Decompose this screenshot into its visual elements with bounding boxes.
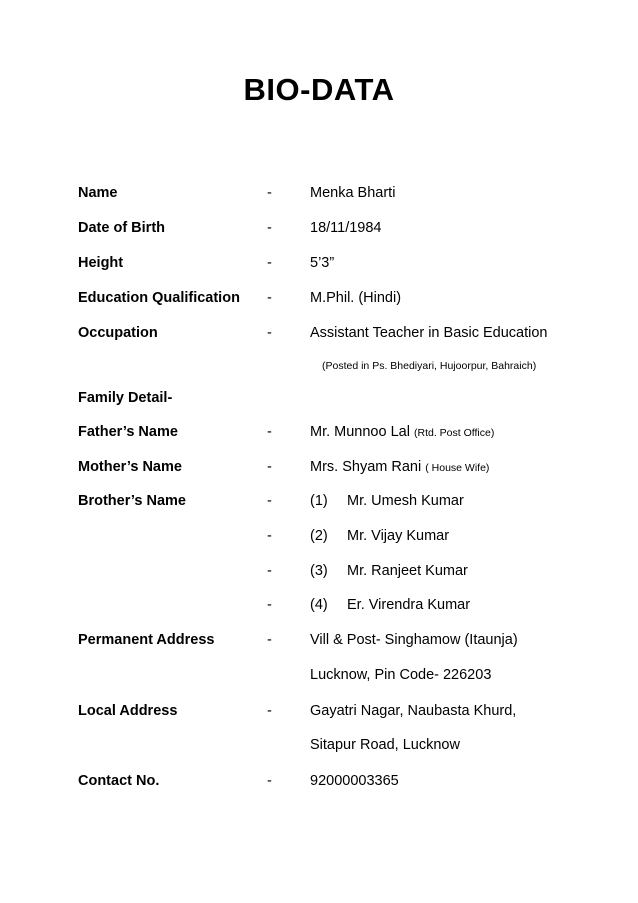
height-label: Height	[78, 255, 124, 271]
dob-value: 18/11/1984	[310, 220, 382, 236]
father-note: (Rtd. Post Office)	[413, 427, 495, 439]
dob-label: Date of Birth	[78, 220, 165, 236]
occupation-note-row	[0, 355, 638, 377]
occupation-row	[0, 322, 638, 344]
mother-note: ( House Wife)	[425, 462, 490, 474]
local-address-separator: -	[267, 703, 272, 719]
name-row	[0, 182, 638, 204]
occupation-note: (Posted in Ps. Bhediyari, Hujoorpur, Bahraich)	[322, 360, 537, 372]
occupation-value: Assistant Teacher in Basic Education	[310, 325, 548, 341]
family-heading: Family Detail-	[78, 390, 173, 406]
name-value: Menka Bharti	[310, 185, 396, 201]
mother-value: Mrs. Shyam Rani	[310, 459, 422, 475]
family-heading-row	[0, 387, 638, 409]
brother-3-group	[310, 560, 468, 582]
brothers-label: Brother’s Name	[78, 493, 186, 509]
name-label: Name	[78, 185, 118, 201]
education-row	[0, 287, 638, 309]
permanent-address-label: Permanent Address	[78, 632, 215, 648]
occupation-label: Occupation	[78, 325, 158, 341]
contact-label: Contact No.	[78, 773, 160, 789]
name-separator: -	[267, 185, 272, 201]
brother-3-separator: -	[267, 563, 272, 579]
brother-4-number: (4)	[310, 597, 328, 613]
contact-separator: -	[267, 773, 272, 789]
brother-3-name: Mr. Ranjeet Kumar	[347, 563, 468, 579]
brother-4-group	[310, 594, 470, 616]
local-address-label: Local Address	[78, 703, 178, 719]
brother-1-group	[310, 490, 464, 512]
brother-4-separator: -	[267, 597, 272, 613]
local-address-row-2	[0, 734, 638, 756]
mother-row	[0, 456, 638, 478]
height-value: 5’3”	[310, 255, 335, 271]
education-value: M.Phil. (Hindi)	[310, 290, 402, 306]
mother-label: Mother’s Name	[78, 459, 182, 475]
mother-separator: -	[267, 459, 272, 475]
contact-value: 92000003365	[310, 773, 399, 789]
height-separator: -	[267, 255, 272, 271]
height-row	[0, 252, 638, 274]
brother-row-3	[0, 560, 638, 582]
brother-1-name: Mr. Umesh Kumar	[347, 493, 464, 509]
dob-separator: -	[267, 220, 272, 236]
local-address-row	[0, 700, 638, 722]
occupation-separator: -	[267, 325, 272, 341]
mother-value-group	[310, 456, 489, 479]
education-label: Education Qualification	[78, 290, 240, 306]
father-value-group	[310, 421, 494, 444]
brother-3-number: (3)	[310, 563, 328, 579]
permanent-address-row-2	[0, 664, 638, 686]
local-address-line1: Gayatri Nagar, Naubasta Khurd,	[310, 703, 517, 719]
brother-2-name: Mr. Vijay Kumar	[347, 528, 450, 544]
brother-2-group	[310, 525, 449, 547]
father-row	[0, 421, 638, 443]
brother-2-number: (2)	[310, 528, 328, 544]
permanent-address-line2: Lucknow, Pin Code- 226203	[310, 667, 492, 683]
brother-row-2	[0, 525, 638, 547]
permanent-address-row	[0, 629, 638, 651]
permanent-address-separator: -	[267, 632, 272, 648]
dob-row	[0, 217, 638, 239]
brother-row-1	[0, 490, 638, 512]
education-separator: -	[267, 290, 272, 306]
brother-1-number: (1)	[310, 493, 328, 509]
father-label: Father’s Name	[78, 424, 178, 440]
page-title: BIO-DATA	[243, 72, 395, 107]
brother-1-separator: -	[267, 493, 272, 509]
local-address-line2: Sitapur Road, Lucknow	[310, 737, 460, 753]
father-separator: -	[267, 424, 272, 440]
contact-row	[0, 770, 638, 792]
father-value: Mr. Munnoo Lal	[310, 424, 410, 440]
permanent-address-line1: Vill & Post- Singhamow (Itaunja)	[310, 632, 518, 648]
brother-4-name: Er. Virendra Kumar	[347, 597, 471, 613]
brother-row-4	[0, 594, 638, 616]
brother-2-separator: -	[267, 528, 272, 544]
